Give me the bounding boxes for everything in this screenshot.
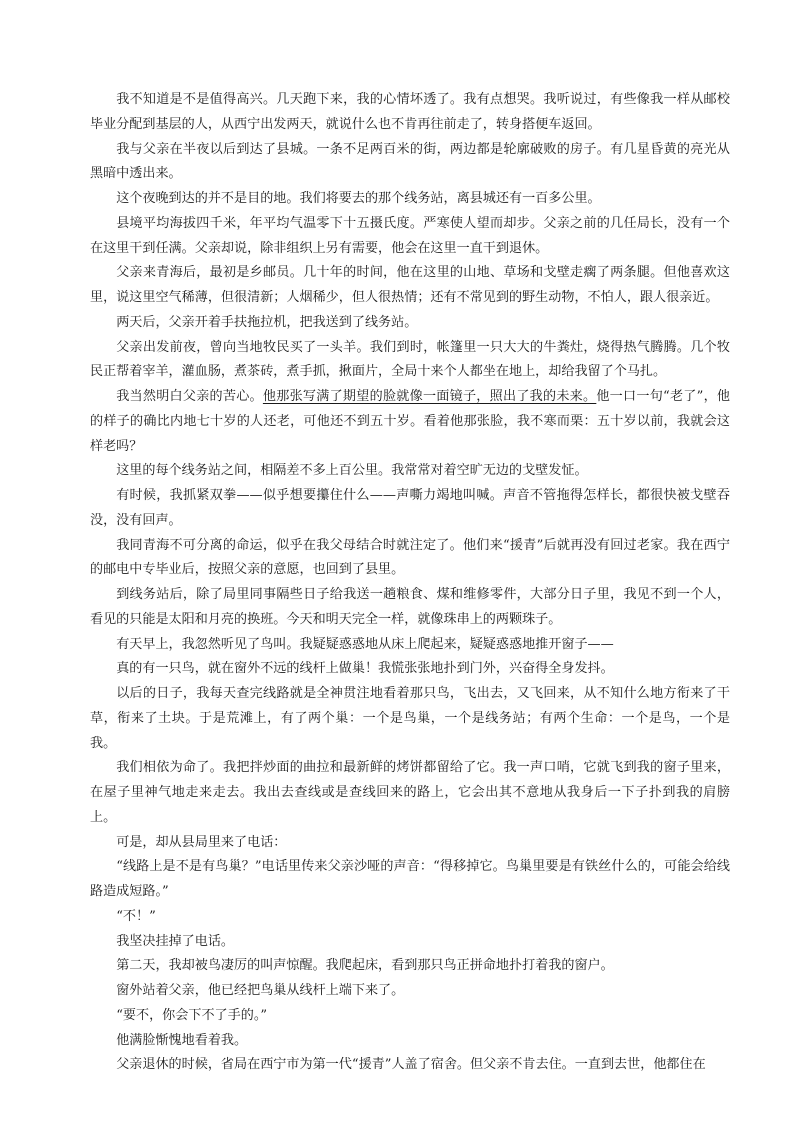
paragraph-22: 窗外站着父亲，他已经把鸟巢从线杆上端下来了。 <box>116 983 405 998</box>
underlined-sentence: 他那张写满了期望的脸就像一面镜子，照出了我的未来。 <box>262 389 597 404</box>
paragraph-23: “要不，你会下不了手的。” <box>116 1007 268 1023</box>
paragraph-8 <box>90 385 730 459</box>
paragraph-10: 有时候，我抓紧双拳——似乎想要攥住什么——声嘶力竭地叫喊。声音不管拖得怎样长，都很快被戈壁吞没，没有回声。 <box>90 488 730 528</box>
paragraph-21: 第二天，我却被鸟凄厉的叫声惊醒。我爬起床，看到那只鸟正拼命地扑打着我的窗户。 <box>116 958 614 974</box>
paragraph-13: 有天早上，我忽然听见了鸟叫。我疑疑惑惑地从床上爬起来，疑疑惑惑地推开窗子—— <box>116 636 614 652</box>
paragraph-8-rest: 他一口一句“老了”，他的样子的确比内地七十岁的人还老，可他还不到五十岁。看着他那张脸，我不寒而栗：五十岁以前，我就会这样老吗？ <box>90 389 731 454</box>
paragraph-12: 到线务站后，除了局里同事隔些日子给我送一趟粮食、煤和维修零件，大部分日子里，我见不到一个人，看见的只能是太阳和月亮的换班。今天和明天完全一样，就像珠串上的两颗珠子。 <box>90 587 730 627</box>
paragraph-1: 我不知道是不是值得高兴。几天跑下来，我的心情坏透了。我有点想哭。我听说过，有些像我一样从邮校毕业分配到基层的人，从西宁出发两天，就说什么也不肯再往前走了，转身搭便车返回。 <box>90 92 730 132</box>
story-text <box>90 88 730 1078</box>
paragraph-8-lead: 我当然明白父亲的苦心。 <box>116 389 263 404</box>
paragraph-17: 可是，却从县局里来了电话： <box>116 834 287 850</box>
paragraph-3: 这个夜晚到达的并不是目的地。我们将要去的那个线务站，离县城还有一百多公里。 <box>116 191 601 206</box>
paragraph-4: 县境平均海拔四千米，年平均气温零下十五摄氏度。严寒使人望而却步。父亲之前的几任局长，没有一个在这里干到任满。父亲却说，除非组织上另有需要，他会在这里一直干到退休。 <box>90 215 730 256</box>
paragraph-19: “不！” <box>116 908 156 924</box>
paragraph-2: 我与父亲在半夜以后到达了县城。一条不足两百米的街，两边都是轮廓破败的房子。有几星昏黄的亮光从黑暗中透出来。 <box>90 141 730 182</box>
paragraph-11: 我同青海不可分离的命运，似乎在我父母结合时就注定了。他们来“援青”后就再没有回过老家。我在西宁的邮电中专毕业后，按照父亲的意愿，也回到了县里。 <box>90 537 730 578</box>
paragraph-20: 我坚决挂掉了电话。 <box>116 933 235 949</box>
paragraph-24: 他满脸惭愧地看着我。 <box>116 1032 248 1048</box>
paragraph-16: 我们相依为命了。我把拌炒面的曲拉和最新鲜的烤饼都留给了它。我一声口哨，它就飞到我的窗子里来，在屋子里神气地走来走去。我出去查线或是查线回来的路上，它会出其不意地从我身后一下子扑到我的肩膀上。 <box>90 760 730 825</box>
paragraph-6: 两天后，父亲开着手扶拖拉机，把我送到了线务站。 <box>116 314 418 330</box>
paragraph-18: “线路上是不是有鸟巢？”电话里传来父亲沙哑的声音：“得移掉它。鸟巢里要是有铁丝什么的，可能会给线路造成短路。” <box>90 859 730 899</box>
paragraph-15: 以后的日子，我每天查完线路就是全神贯注地看着那只鸟，飞出去，又飞回来，从不知什么地方衔来了干草，衔来了土块。于是荒滩上，有了两个巢：一个是鸟巢，一个是线务站；有两个生命：一个是鸟，一个是我。 <box>90 686 730 751</box>
paragraph-5: 父亲来青海后，最初是乡邮员。几十年的时间，他在这里的山地、草场和戈壁走瘸了两条腿。但他喜欢这里，说这里空气稀薄，但很清新；人烟稀少，但人很热情；还有不常见到的野生动物，不怕人，跟人很亲近。 <box>90 265 730 305</box>
paragraph-7: 父亲出发前夜，曾向当地牧民买了一头羊。我们到时，帐篷里一只大大的牛粪灶，烧得热气腾腾。几个牧民正帮着宰羊，灌血肠，煮茶砖，煮手抓，揪面片，全局十来个人都坐在地上，却给我留了个马扎。 <box>90 339 730 380</box>
paragraph-9: 这里的每个线务站之间，相隔差不多上百公里。我常常对着空旷无边的戈壁发怔。 <box>116 463 588 479</box>
paragraph-14: 真的有一只鸟，就在窗外不远的线杆上做巢！我慌张张地扑到门外，兴奋得全身发抖。 <box>116 661 614 677</box>
paragraph-25: 父亲退休的时候，省局在西宁市为第一代“援青”人盖了宿舍。但父亲不肯去住。一直到去世，他都住在 <box>116 1057 706 1073</box>
